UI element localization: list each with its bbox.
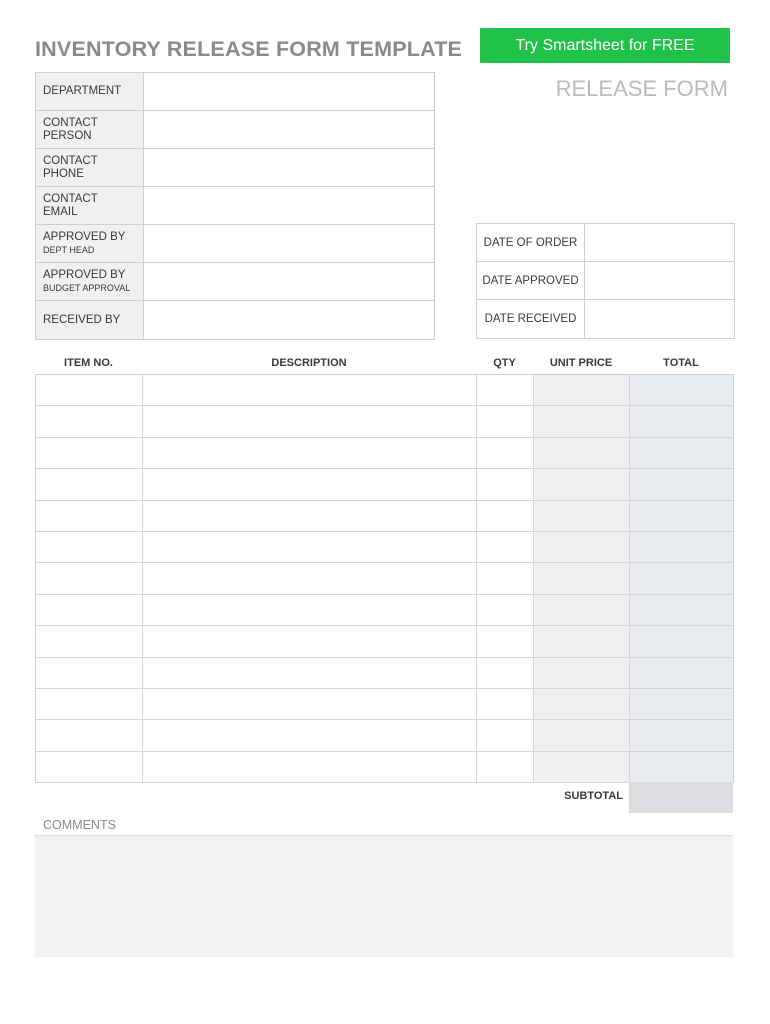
item-no-cell[interactable] (36, 720, 143, 750)
column-header-item-no: ITEM NO. (64, 357, 113, 369)
contact-email-field[interactable] (144, 187, 434, 224)
description-cell[interactable] (143, 532, 477, 562)
qty-cell[interactable] (477, 720, 534, 750)
date-of-order-field[interactable] (585, 224, 734, 261)
info-row-department (36, 73, 434, 111)
subtotal-label: SUBTOTAL (564, 790, 623, 802)
description-cell[interactable] (143, 406, 477, 436)
field-label: DATE APPROVED (477, 262, 585, 299)
field-label: RECEIVED BY (43, 313, 121, 326)
description-cell[interactable] (143, 626, 477, 656)
unit-price-cell[interactable] (534, 532, 630, 562)
date-approved-field[interactable] (585, 262, 734, 299)
qty-cell[interactable] (477, 406, 534, 436)
item-no-cell[interactable] (36, 469, 143, 499)
qty-cell[interactable] (477, 469, 534, 499)
unit-price-cell[interactable] (534, 406, 630, 436)
approved-by-budget-field[interactable] (144, 263, 434, 300)
form-heading: RELEASE FORM (555, 76, 728, 101)
qty-cell[interactable] (477, 689, 534, 719)
total-cell[interactable] (630, 595, 734, 625)
description-cell[interactable] (143, 595, 477, 625)
description-cell[interactable] (143, 752, 477, 782)
item-no-cell[interactable] (36, 501, 143, 531)
description-cell[interactable] (143, 501, 477, 531)
table-row (36, 689, 734, 720)
table-row (36, 595, 734, 626)
column-header-total: TOTAL (663, 357, 699, 369)
total-cell[interactable] (630, 720, 734, 750)
table-row (36, 752, 734, 783)
unit-price-cell[interactable] (534, 469, 630, 499)
field-sublabel: DEPT HEAD (43, 245, 95, 255)
total-cell[interactable] (630, 658, 734, 688)
contact-info-table (35, 72, 435, 340)
unit-price-cell[interactable] (534, 658, 630, 688)
description-cell[interactable] (143, 720, 477, 750)
table-row (36, 406, 734, 437)
department-field[interactable] (144, 73, 434, 110)
description-cell[interactable] (143, 438, 477, 468)
try-smartsheet-button[interactable]: Try Smartsheet for FREE (480, 28, 730, 63)
info-row-approved-dept-head (36, 225, 434, 263)
total-cell[interactable] (630, 689, 734, 719)
date-row-approved (477, 262, 734, 300)
total-cell[interactable] (630, 626, 734, 656)
field-label: APPROVED BY (43, 231, 126, 243)
qty-cell[interactable] (477, 752, 534, 782)
date-received-field[interactable] (585, 300, 734, 338)
unit-price-cell[interactable] (534, 595, 630, 625)
unit-price-cell[interactable] (534, 501, 630, 531)
table-row (36, 626, 734, 657)
item-no-cell[interactable] (36, 563, 143, 593)
unit-price-cell[interactable] (534, 438, 630, 468)
date-table (476, 223, 735, 339)
table-row (36, 563, 734, 594)
table-row (36, 469, 734, 500)
qty-cell[interactable] (477, 563, 534, 593)
info-row-contact-email (36, 187, 434, 225)
item-no-cell[interactable] (36, 658, 143, 688)
comments-field[interactable] (35, 835, 733, 957)
qty-cell[interactable] (477, 532, 534, 562)
table-row (36, 375, 734, 406)
unit-price-cell[interactable] (534, 689, 630, 719)
qty-cell[interactable] (477, 626, 534, 656)
date-row-received (477, 300, 734, 338)
approved-by-dept-head-field[interactable] (144, 225, 434, 262)
item-no-cell[interactable] (36, 438, 143, 468)
item-no-cell[interactable] (36, 532, 143, 562)
table-row (36, 532, 734, 563)
qty-cell[interactable] (477, 375, 534, 405)
date-row-order (477, 224, 734, 262)
item-no-cell[interactable] (36, 626, 143, 656)
unit-price-cell[interactable] (534, 563, 630, 593)
field-label: DEPARTMENT (43, 85, 122, 97)
contact-phone-field[interactable] (144, 149, 434, 186)
description-cell[interactable] (143, 563, 477, 593)
item-no-cell[interactable] (36, 752, 143, 782)
qty-cell[interactable] (477, 501, 534, 531)
total-cell[interactable] (630, 752, 734, 782)
info-row-contact-phone (36, 149, 434, 187)
description-cell[interactable] (143, 689, 477, 719)
item-no-cell[interactable] (36, 406, 143, 436)
qty-cell[interactable] (477, 595, 534, 625)
total-cell[interactable] (630, 563, 734, 593)
field-label: DATE OF ORDER (477, 224, 585, 261)
field-label: CONTACT PHONE (43, 154, 98, 180)
items-table (35, 374, 734, 783)
field-label: CONTACT EMAIL (43, 192, 98, 218)
column-header-qty: QTY (493, 357, 516, 369)
table-row (36, 501, 734, 532)
table-row (36, 720, 734, 751)
info-row-received-by (36, 301, 434, 339)
items-table-header (35, 355, 733, 371)
unit-price-cell[interactable] (534, 626, 630, 656)
description-cell[interactable] (143, 658, 477, 688)
field-sublabel: BUDGET APPROVAL (43, 283, 131, 293)
qty-cell[interactable] (477, 438, 534, 468)
total-cell[interactable] (630, 532, 734, 562)
total-cell[interactable] (630, 469, 734, 499)
info-row-contact-person (36, 111, 434, 149)
page-title: INVENTORY RELEASE FORM TEMPLATE (35, 37, 463, 61)
total-cell[interactable] (630, 438, 734, 468)
subtotal-field[interactable] (629, 782, 733, 813)
total-cell[interactable] (630, 501, 734, 531)
unit-price-cell[interactable] (534, 375, 630, 405)
contact-person-field[interactable] (144, 111, 434, 148)
field-label: DATE RECEIVED (477, 300, 585, 338)
unit-price-cell[interactable] (534, 752, 630, 782)
comments-label: COMMENTS (43, 818, 116, 832)
table-row (36, 658, 734, 689)
item-no-cell[interactable] (36, 375, 143, 405)
total-cell[interactable] (630, 406, 734, 436)
column-header-description: DESCRIPTION (271, 357, 347, 369)
field-label: CONTACT PERSON (43, 116, 98, 142)
qty-cell[interactable] (477, 658, 534, 688)
column-header-unit-price: UNIT PRICE (549, 357, 613, 369)
item-no-cell[interactable] (36, 595, 143, 625)
info-row-approved-budget (36, 263, 434, 301)
received-by-field[interactable] (144, 301, 434, 339)
description-cell[interactable] (143, 375, 477, 405)
description-cell[interactable] (143, 469, 477, 499)
table-row (36, 438, 734, 469)
item-no-cell[interactable] (36, 689, 143, 719)
total-cell[interactable] (630, 375, 734, 405)
unit-price-cell[interactable] (534, 720, 630, 750)
field-label: APPROVED BY (43, 269, 126, 281)
